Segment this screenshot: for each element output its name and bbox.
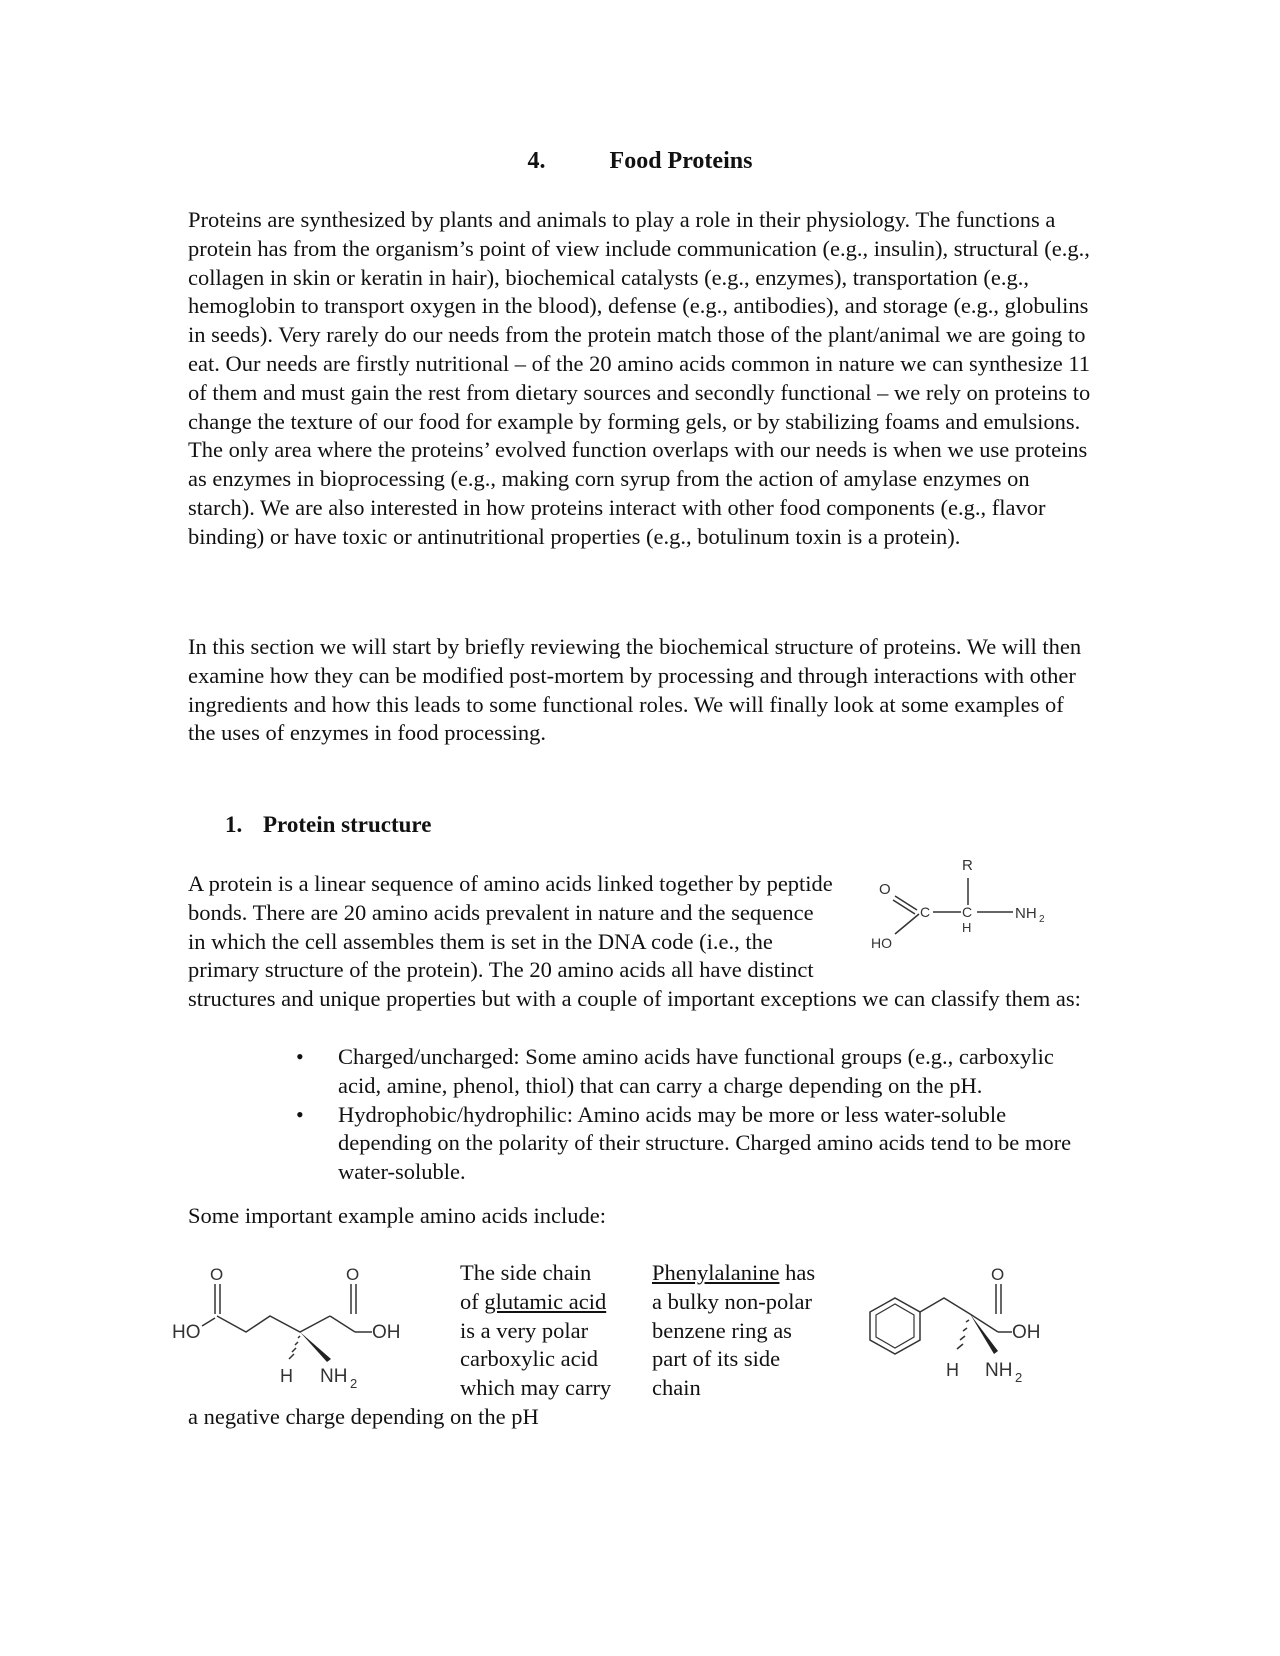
label-o: O xyxy=(879,881,891,898)
label-h: H xyxy=(962,920,972,935)
chapter-number: 4. xyxy=(527,148,546,174)
label-oh: OH xyxy=(1012,1322,1041,1343)
label-oh: OH xyxy=(372,1322,401,1343)
phenylalanine-description xyxy=(652,1259,852,1403)
list-item xyxy=(296,1043,1096,1101)
classification-list xyxy=(296,1043,1096,1187)
text-line: part of its side xyxy=(652,1346,781,1372)
label-c2: C xyxy=(962,904,973,920)
text-line xyxy=(652,1259,852,1288)
bullet-glyph: • xyxy=(296,1101,304,1127)
list-item-text: Charged/uncharged: Some amino acids have functional groups (e.g., carboxylic acid, amine, phenol, thiol) that can carry a charge depending on the pH. xyxy=(338,1044,1054,1098)
text-fragment: of xyxy=(460,1288,485,1314)
bullet-glyph: • xyxy=(296,1044,304,1069)
text-line: carboxylic acid xyxy=(460,1346,599,1372)
list-item-text: Hydrophobic/hydrophilic: Amino acids may be more or less water-soluble depending on the polarity of their structure. Charged amino acids tend to be more water-soluble. xyxy=(338,1101,1072,1185)
glutamic-acid-structure xyxy=(172,1258,442,1418)
chapter-title-text: Food Proteins xyxy=(609,148,753,174)
glutamic-acid-description xyxy=(460,1259,640,1403)
label-ho: HO xyxy=(871,935,892,951)
label-sub2: 2 xyxy=(1039,914,1045,925)
label-c1: C xyxy=(920,904,931,920)
text-line: is a very polar xyxy=(460,1317,589,1343)
examples-intro: Some important example amino acids include: xyxy=(188,1203,607,1228)
text-fragment: has xyxy=(779,1260,816,1285)
label-r: R xyxy=(962,857,973,874)
section-heading xyxy=(225,812,431,838)
text-line: a bulky non-polar xyxy=(652,1288,812,1314)
text-line: which may carry xyxy=(460,1375,612,1401)
text-line xyxy=(460,1288,640,1317)
structure-paragraph: A protein is a linear sequence of amino acids linked together by peptide bonds. There are 20 amino acids prevalent in nature and the sequence in which the cell assembles them is set in the DNA code (i.e., the primary structure of the protein). The 20 amino acids all have distinct structures and unique properties but with a couple of important exceptions we can classify them as: xyxy=(188,871,1081,1012)
section-number: 1. xyxy=(225,812,243,837)
text-line: The side chain xyxy=(460,1260,592,1285)
text-line: chain xyxy=(652,1375,701,1401)
glutamic-acid-term: glutamic acid xyxy=(484,1288,607,1314)
phenylalanine-term: Phenylalanine xyxy=(652,1260,780,1285)
text-line: benzene ring as xyxy=(652,1317,792,1343)
label-ho: HO xyxy=(172,1322,201,1343)
glutamic-acid-description-tail: a negative charge depending on the pH xyxy=(188,1404,539,1429)
intro-paragraph: Proteins are synthesized by plants and animals to play a role in their physiology. The functions a protein has from the organism’s point of view include communication (e.g., insulin), structural (e.g., collagen in skin or keratin in hair), biochemical catalysts (e.g., enzymes), transportation (e.g., hemoglobin to transport oxygen in the blood), defense (e.g., antibodies), and storage (e.g., globulins in seeds). Very rarely do our needs from the protein match those of the plant/animal we are going to eat. Our needs are firstly nutritional – of the 20 amino acids common in nature we can synthesize 11 of them and must gain the rest from dietary sources and secondly functional – we rely on proteins to change the texture of our food for example by forming gels, or by stabilizing foams and emulsions. The only area where the proteins’ evolved function overlaps with our needs is when we use proteins as enzymes in bioprocessing (e.g., making corn syrup from the action of amylase enzymes on starch). We are also interested in how proteins interact with other food components (e.g., flavor binding) or have toxic or antinutritional properties (e.g., botulinum toxin is a protein). xyxy=(188,207,1091,549)
label-o: O xyxy=(346,1265,360,1284)
phenylalanine-structure xyxy=(860,1258,1070,1418)
list-item xyxy=(296,1101,1096,1187)
structure-block xyxy=(188,857,1093,1014)
label-nh: NH xyxy=(1015,905,1037,922)
label-h: H xyxy=(280,1366,293,1386)
chapter-title xyxy=(0,148,1280,175)
overview-paragraph: In this section we will start by briefly reviewing the biochemical structure of proteins. We will then examine how they can be modified post-mortem by processing and through interactions with other ingredients and how this leads to some functional roles. We will finally look at some examples of the uses of enzymes in food processing. xyxy=(188,634,1082,746)
label-sub2: 2 xyxy=(350,1376,358,1391)
label-nh: NH xyxy=(320,1366,348,1387)
label-h: H xyxy=(946,1360,959,1380)
label-sub2: 2 xyxy=(1015,1370,1023,1385)
label-o: O xyxy=(210,1265,224,1284)
label-nh: NH xyxy=(985,1360,1013,1381)
section-title: Protein structure xyxy=(263,812,432,837)
amino-acid-generic-structure xyxy=(853,850,1103,960)
label-o: O xyxy=(991,1265,1005,1284)
